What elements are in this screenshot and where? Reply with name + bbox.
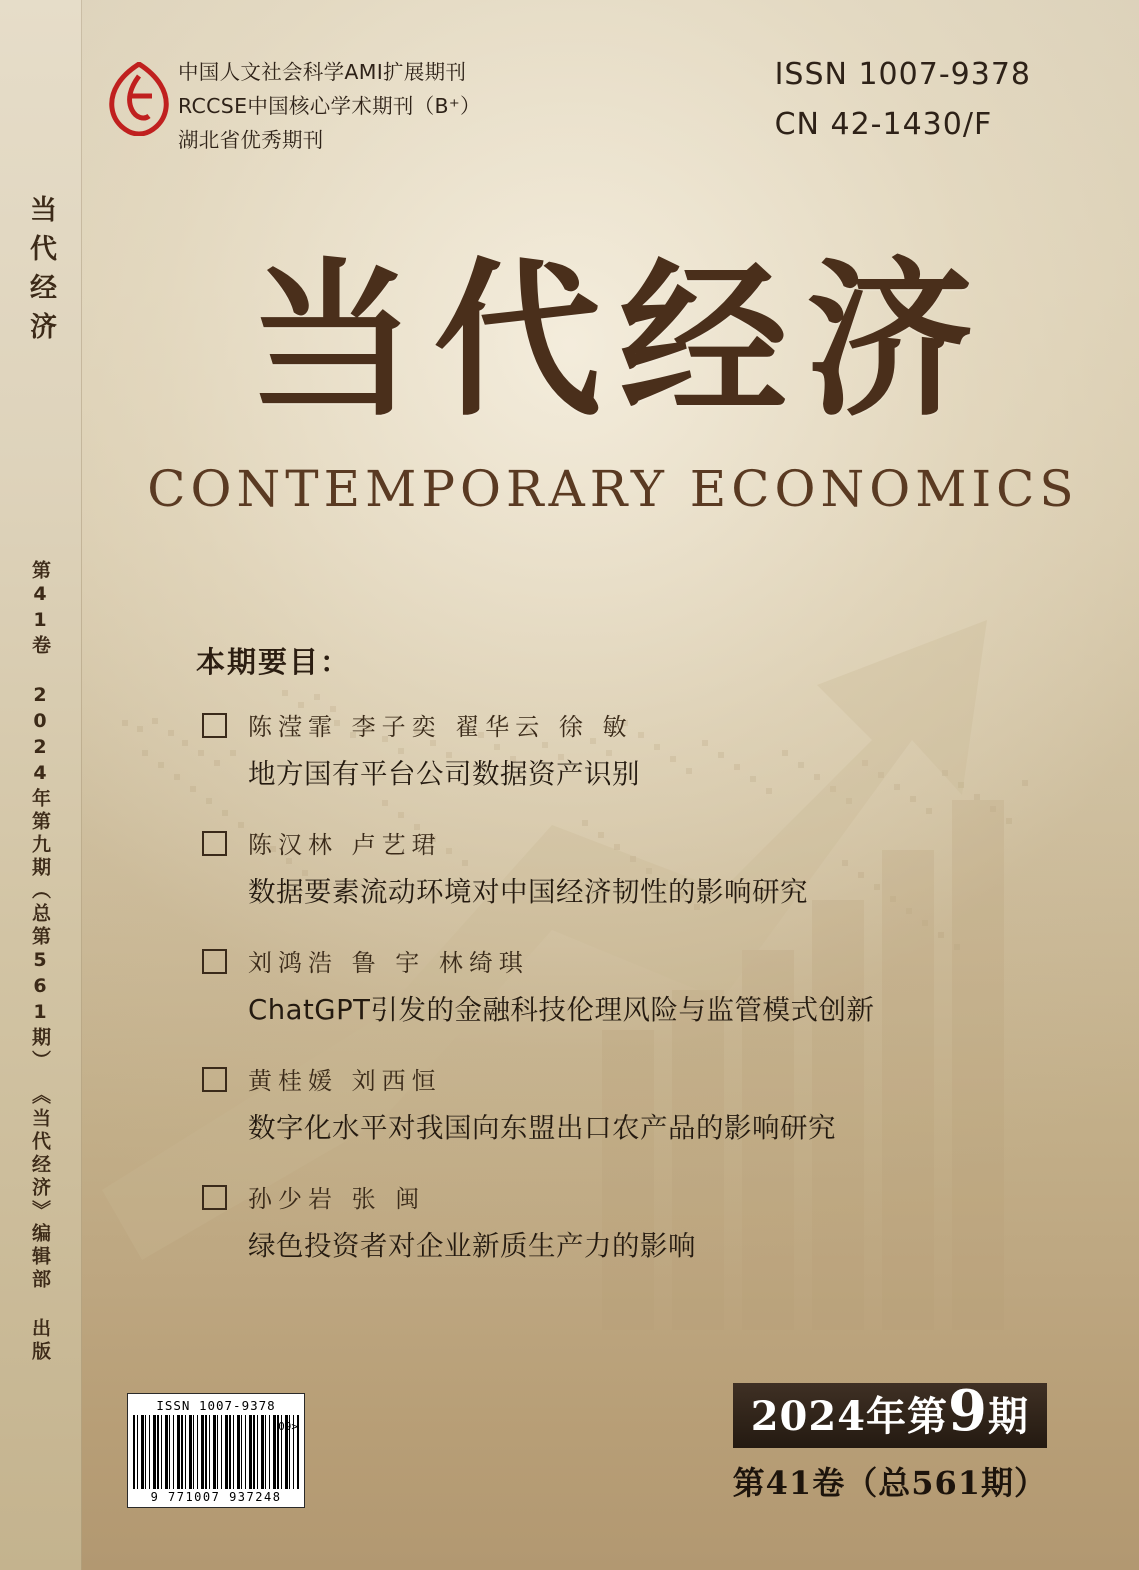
entry-title: ChatGPT引发的金融科技伦理风险与监管模式创新 [248,994,875,1026]
issue-year-prefix: 2024年第 [750,1393,949,1440]
contents-section [196,640,1049,1297]
checkbox-icon [202,1185,227,1210]
issue-main [733,1378,1047,1448]
entry-title: 绿色投资者对企业新质生产力的影响 [248,1230,696,1262]
contents-entry [196,1061,1049,1145]
spine-volume: 第41卷 2024年第九期（总第561期） [29,560,51,1073]
barcode-bars [133,1415,299,1489]
contents-entry [196,707,1049,791]
checkbox-icon [202,713,227,738]
contents-heading: 本期要目： [196,645,352,679]
issue-badge [732,1378,1047,1504]
journal-title-english: CONTEMPORARY ECONOMICS [147,460,1079,518]
entry-title: 地方国有平台公司数据资产识别 [248,758,640,790]
journal-emblem-icon [106,62,172,136]
issn-block [775,50,1031,150]
journal-badges [178,55,481,157]
barcode-digits: 9 771007 937248 [150,1490,282,1504]
contents-entry [196,943,1049,1027]
badge-line-2: RCCSE中国核心学术期刊（B⁺） [178,94,481,118]
spine [0,0,82,1570]
barcode [127,1393,305,1508]
barcode-issn-text: ISSN 1007-9378 [156,1398,276,1413]
checkbox-icon [202,949,227,974]
issue-suffix: 期 [988,1393,1029,1440]
cover-header [82,0,1139,190]
entry-authors: 陈滢霏 李子奕 翟华云 徐 敏 [248,713,633,741]
contents-entry [196,825,1049,909]
entry-authors: 陈汉林 卢艺珺 [248,831,442,859]
contents-entry [196,1179,1049,1263]
badge-line-1: 中国人文社会科学AMI扩展期刊 [178,60,467,84]
entry-title: 数字化水平对我国向东盟出口农产品的影响研究 [248,1112,836,1144]
spine-title: 当代经济 [25,195,56,351]
checkbox-icon [202,1067,227,1092]
barcode-addon: 09> [278,1420,298,1433]
journal-title-chinese: 当代经济 [247,241,992,439]
entry-authors: 孙少岩 张 闽 [248,1185,426,1213]
entry-title: 数据要素流动环境对中国经济韧性的影响研究 [248,876,808,908]
issue-volume: 第41卷（总561期） [732,1464,1047,1502]
entry-authors: 黄桂媛 刘西恒 [248,1067,442,1095]
spine-publisher: 《当代经济》编辑部 出版 [29,1085,51,1364]
issue-number: 9 [948,1378,988,1444]
entry-authors: 刘鸿浩 鲁 宇 林绮琪 [248,949,529,977]
issn-number: ISSN 1007-9378 [774,57,1031,92]
badge-line-3: 湖北省优秀期刊 [178,128,324,152]
cn-number: CN 42-1430/F [774,107,993,142]
checkbox-icon [202,831,227,856]
